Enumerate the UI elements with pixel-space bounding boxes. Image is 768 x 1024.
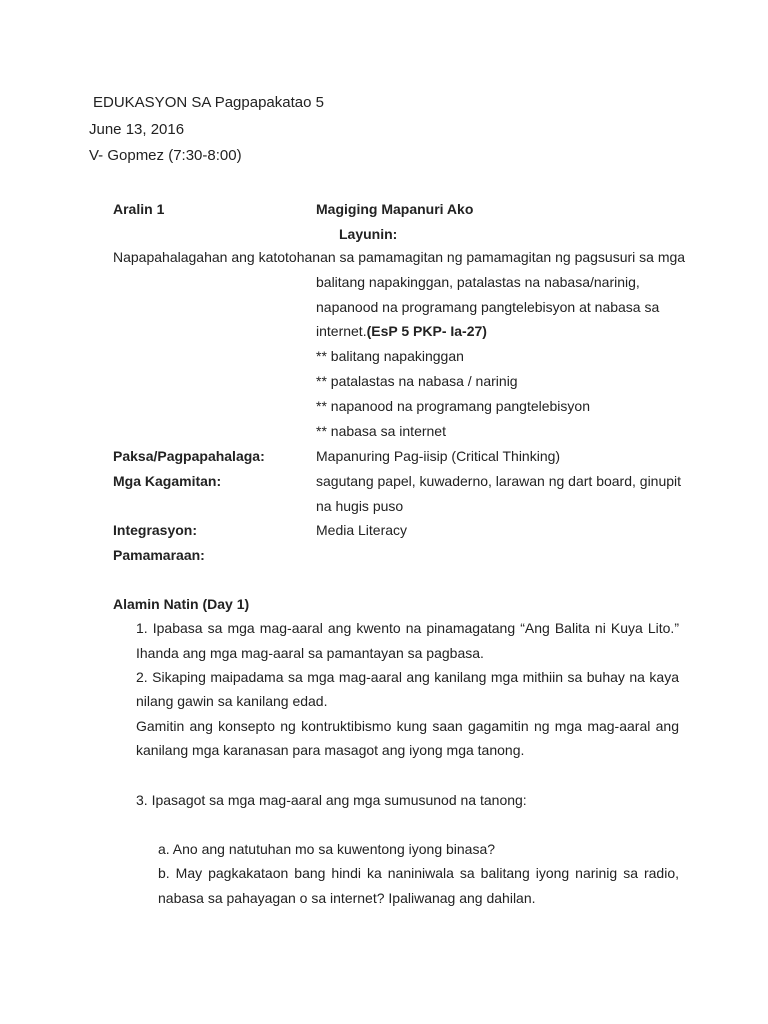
layunin-label: Layunin: [339, 226, 398, 242]
bullet-item: ** patalastas na nabasa / narinig [316, 373, 518, 389]
question-item: a. Ano ang natutuhan mo sa kuwentong iyong binasa? [158, 841, 496, 857]
subject-title: EDUKASYON SA Pagpapakatao 5 [93, 94, 324, 111]
bullet-item: ** napanood na programang pangtelebisyon [316, 398, 590, 414]
bullet-item: ** nabasa sa internet [316, 423, 446, 439]
procedure-line: nilang gawin sa kanilang edad. [136, 693, 328, 709]
kagamitan-label: Mga Kagamitan: [113, 473, 222, 489]
question-item: nabasa sa pahayagan o sa internet? Ipaliwanag ang dahilan. [158, 890, 536, 906]
paksa-label: Paksa/Pagpapahalaga: [113, 448, 265, 464]
procedure-line: Gamitin ang konsepto ng kontruktibismo kung saan gagamitin ng mga mag-aaral ang [136, 718, 679, 734]
procedure-line: 1. Ipabasa sa mga mag-aaral ang kwento na pinamagatang “Ang Balita ni Kuya Lito.” [136, 620, 679, 636]
question-item: b. May pagkakataon bang hindi ka naniniwala sa balitang iyong narinig sa radio, [158, 865, 679, 881]
lesson-title: Magiging Mapanuri Ako [316, 201, 474, 217]
procedure-line: kanilang mga karanasan para masagot ang iyong mga tanong. [136, 742, 525, 758]
section-heading: Alamin Natin (Day 1) [113, 596, 250, 612]
kagamitan-value: sagutang papel, kuwaderno, larawan ng dart board, ginupit [316, 473, 682, 489]
integrasyon-label: Integrasyon: [113, 522, 198, 538]
objective-line: balitang napakinggan, patalastas na nabasa/narinig, [316, 274, 640, 290]
procedure-line: 2. Sikaping maipadama sa mga mag-aaral ang kanilang mga mithiin sa buhay na kaya [136, 669, 679, 685]
procedure-line: 3. Ipasagot sa mga mag-aaral ang mga sumusunod na tanong: [136, 792, 527, 808]
competency-code: (EsP 5 PKP- Ia-27) [366, 323, 487, 339]
procedure-line: Ihanda ang mga mag-aaral sa pamantayan sa pagbasa. [136, 645, 484, 661]
class-section: V- Gopmez (7:30-8:00) [89, 147, 242, 164]
aralin-label: Aralin 1 [113, 201, 165, 217]
objective-line-prefix: internet. [316, 323, 367, 339]
kagamitan-value: na hugis puso [316, 498, 404, 514]
objective-line: Napapahalagahan ang katotohanan sa pamamagitan ng pamamagitan ng pagsusuri sa mga [113, 249, 686, 265]
lesson-date: June 13, 2016 [89, 121, 185, 138]
pamamaraan-label: Pamamaraan: [113, 547, 205, 563]
objective-line: napanood na programang pangtelebisyon at nabasa sa [316, 299, 660, 315]
paksa-value: Mapanuring Pag-iisip (Critical Thinking) [316, 448, 561, 464]
bullet-item: ** balitang napakinggan [316, 348, 464, 364]
objective-line [316, 322, 487, 340]
integrasyon-value: Media Literacy [316, 522, 408, 538]
